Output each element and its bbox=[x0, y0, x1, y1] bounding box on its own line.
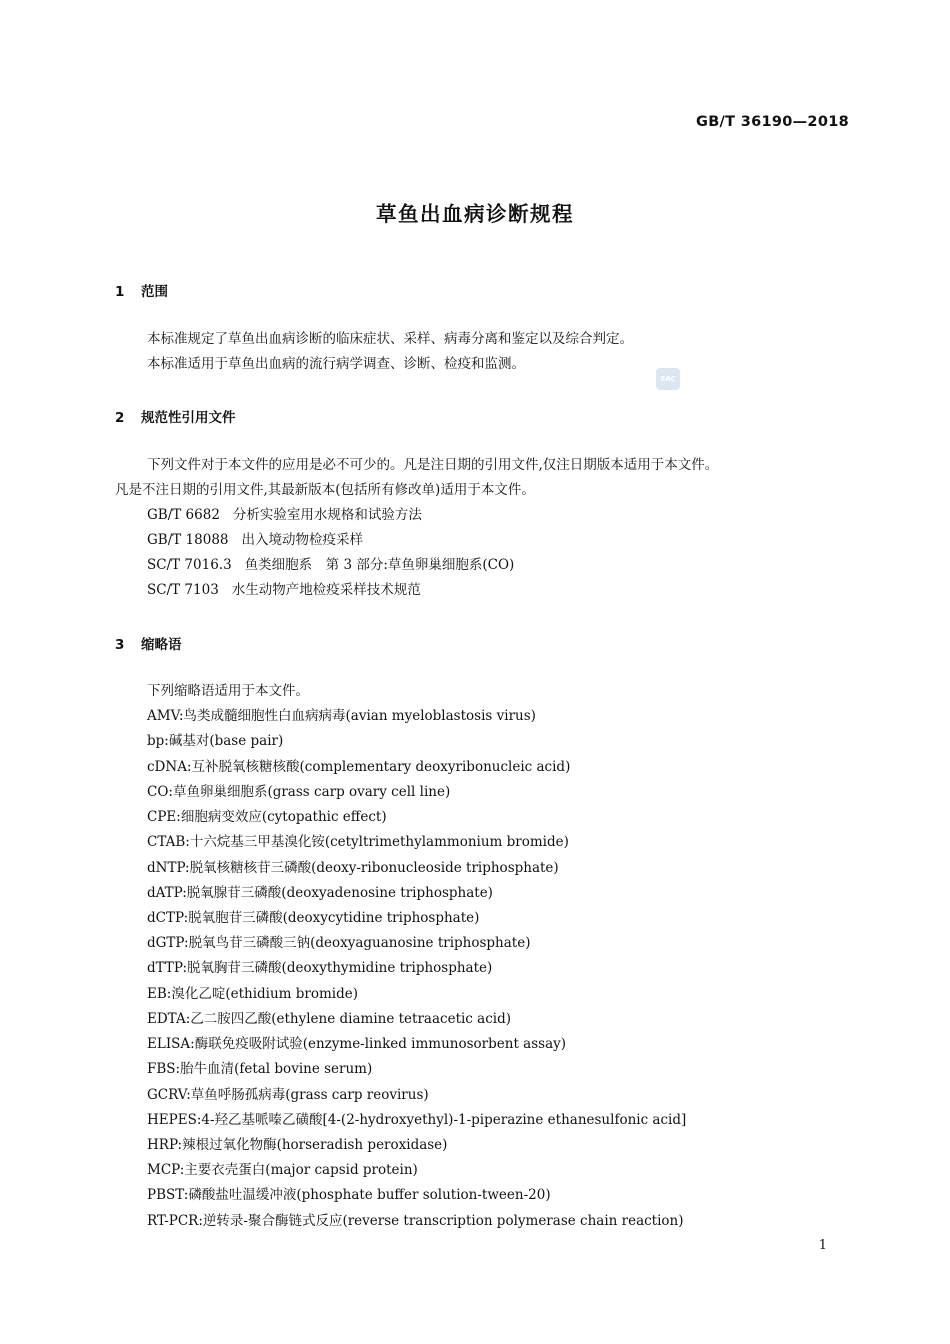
abbreviation-item: ELISA:酶联免疫吸附试验(enzyme-linked immunosorbent assay) bbox=[147, 1036, 567, 1052]
abbreviation-item: dCTP:脱氧胞苷三磷酸(deoxycytidine triphosphate) bbox=[147, 910, 480, 926]
abbreviation-item: FBS:胎牛血清(fetal bovine serum) bbox=[147, 1061, 373, 1077]
abbreviation-item: PBST:磷酸盐吐温缓冲液(phosphate buffer solution-tween-20) bbox=[147, 1187, 551, 1203]
section-number: 1 bbox=[115, 284, 125, 300]
section-number: 3 bbox=[115, 637, 125, 653]
reference-title: 水生动物产地检疫采样技术规范 bbox=[231, 582, 421, 598]
abbreviation-item: AMV:鸟类成髓细胞性白血病病毒(avian myeloblastosis virus) bbox=[147, 708, 536, 724]
abbreviation-item: dATP:脱氧腺苷三磷酸(deoxyadenosine triphosphate) bbox=[147, 885, 493, 901]
document-title: 草鱼出血病诊断规程 bbox=[376, 202, 574, 226]
reference-code: GB/T 18088 bbox=[147, 532, 229, 548]
section-1-heading bbox=[115, 280, 168, 300]
section-3-heading bbox=[115, 633, 182, 653]
abbreviation-item: GCRV:草鱼呼肠孤病毒(grass carp reovirus) bbox=[147, 1087, 429, 1103]
abbreviation-item: dGTP:脱氧鸟苷三磷酸三钠(deoxyaguanosine triphosphate) bbox=[147, 935, 531, 951]
reference-item bbox=[147, 557, 514, 573]
reference-item bbox=[147, 532, 363, 548]
reference-code: SC/T 7103 bbox=[147, 582, 219, 598]
section-2-heading bbox=[115, 406, 236, 426]
section-title: 范围 bbox=[141, 284, 168, 300]
paragraph-continuation: 凡是不注日期的引用文件,其最新版本(包括所有修改单)适用于本文件。 bbox=[115, 482, 535, 498]
paragraph: 下列缩略语适用于本文件。 bbox=[147, 683, 309, 699]
reference-item bbox=[147, 582, 421, 598]
section-title: 规范性引用文件 bbox=[141, 410, 236, 426]
section-number: 2 bbox=[115, 410, 125, 426]
sac-watermark: SAC bbox=[656, 368, 680, 390]
reference-code: GB/T 6682 bbox=[147, 507, 220, 523]
reference-code: SC/T 7016.3 bbox=[147, 557, 232, 573]
paragraph: 本标准适用于草鱼出血病的流行病学调查、诊断、检疫和监测。 bbox=[147, 356, 525, 372]
abbreviation-item: dNTP:脱氧核糖核苷三磷酸(deoxy-ribonucleoside triphosphate) bbox=[147, 860, 559, 876]
abbreviation-item: RT-PCR:逆转录-聚合酶链式反应(reverse transcription polymerase chain reaction) bbox=[147, 1213, 684, 1229]
abbreviation-item: MCP:主要衣壳蛋白(major capsid protein) bbox=[147, 1162, 418, 1178]
abbreviation-item: cDNA:互补脱氧核糖核酸(complementary deoxyribonucleic acid) bbox=[147, 759, 571, 775]
reference-title: 出入境动物检疫采样 bbox=[241, 532, 363, 548]
abbreviation-item: CO:草鱼卵巢细胞系(grass carp ovary cell line) bbox=[147, 784, 451, 800]
abbreviation-item: EDTA:乙二胺四乙酸(ethylene diamine tetraacetic acid) bbox=[147, 1011, 511, 1027]
abbreviation-item: CPE:细胞病变效应(cytopathic effect) bbox=[147, 809, 387, 825]
abbreviation-item: HRP:辣根过氧化物酶(horseradish peroxidase) bbox=[147, 1137, 448, 1153]
reference-title: 鱼类细胞系 第 3 部分:草鱼卵巢细胞系(CO) bbox=[244, 557, 515, 573]
abbreviation-item: EB:溴化乙啶(ethidium bromide) bbox=[147, 986, 359, 1002]
page-number: 1 bbox=[818, 1238, 827, 1253]
standard-code: GB/T 36190—2018 bbox=[696, 114, 849, 130]
abbreviation-item: HEPES:4-羟乙基哌嗪乙磺酸[4-(2-hydroxyethyl)-1-piperazine ethanesulfonic acid] bbox=[147, 1112, 687, 1128]
section-title: 缩略语 bbox=[141, 637, 182, 653]
abbreviation-item: bp:碱基对(base pair) bbox=[147, 733, 284, 749]
abbreviation-item: dTTP:脱氧胸苷三磷酸(deoxythymidine triphosphate) bbox=[147, 960, 493, 976]
reference-item bbox=[147, 507, 422, 523]
paragraph: 下列文件对于本文件的应用是必不可少的。凡是注日期的引用文件,仅注日期版本适用于本文件。 bbox=[147, 457, 719, 473]
reference-title: 分析实验室用水规格和试验方法 bbox=[232, 507, 422, 523]
abbreviation-item: CTAB:十六烷基三甲基溴化铵(cetyltrimethylammonium bromide) bbox=[147, 834, 569, 850]
paragraph: 本标准规定了草鱼出血病诊断的临床症状、采样、病毒分离和鉴定以及综合判定。 bbox=[147, 331, 633, 347]
